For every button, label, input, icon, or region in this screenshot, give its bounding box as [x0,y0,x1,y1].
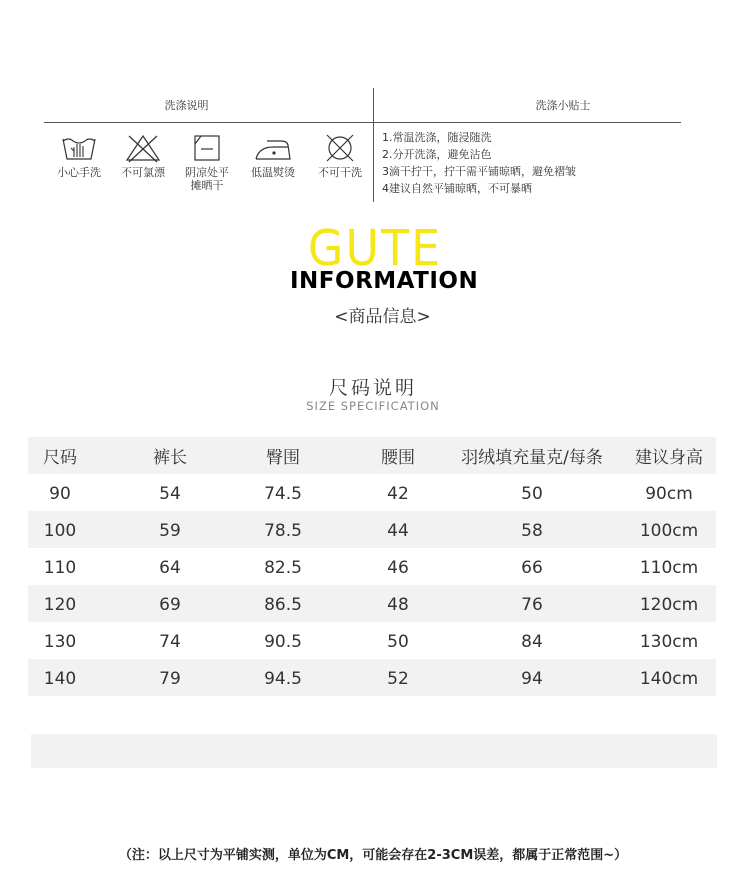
care-item-no-bleach [108,133,178,179]
wash-tip: 2.分开洗涤，避免沾色 [382,148,492,161]
size-subtitle: SIZE SPECIFICATION [306,399,440,413]
care-label: 小心手洗 [57,166,101,179]
table-cell: 82.5 [264,558,302,578]
table-row [28,622,716,659]
table-cell: 66 [521,558,543,578]
divider-horizontal [44,122,681,123]
wash-tip: 3滴干拧干，拧干需平铺晾晒，避免褶皱 [382,165,576,178]
table-row [28,585,716,622]
wash-tip: 4建议自然平铺晾晒，不可暴晒 [382,182,532,195]
table-header-cell: 尺码 [43,448,77,468]
brand-logo-text: GUTE [307,222,443,270]
size-table [28,437,716,696]
table-cell: 58 [521,521,543,541]
table-cell: 74.5 [264,484,302,504]
table-cell: 64 [159,558,181,578]
no-dry-clean-icon [320,133,360,163]
table-cell: 76 [521,595,543,615]
wash-instructions-header: 洗涤说明 [164,99,209,112]
table-cell: 130cm [639,632,699,652]
wash-tips-header: 洗涤小贴士 [535,99,591,112]
table-cell: 110cm [639,558,699,578]
table-row [28,474,716,511]
table-header-row [28,437,716,474]
table-cell: 54 [159,484,181,504]
care-label: 低温熨烫 [251,166,295,179]
table-cell: 74 [159,632,181,652]
table-cell: 44 [387,521,409,541]
product-info-subtitle: <商品信息> [334,307,431,327]
table-cell: 90.5 [264,632,302,652]
table-row [28,548,716,585]
table-cell: 50 [387,632,409,652]
brand-logo [300,222,450,270]
table-cell: 42 [387,484,409,504]
table-cell: 52 [387,669,409,689]
table-cell: 59 [159,521,181,541]
table-cell: 78.5 [264,521,302,541]
table-cell: 100cm [639,521,699,541]
care-item-hand-wash [44,133,114,179]
care-item-shade-dry [172,133,242,192]
care-label: 不可干洗 [318,166,362,179]
table-cell: 90 [49,484,71,504]
table-header-cell: 腰围 [381,448,415,468]
care-label: 阴凉处平 摊晒干 [185,166,229,192]
table-cell: 79 [159,669,181,689]
table-cell: 110 [43,558,77,578]
table-cell: 130 [43,632,77,652]
wash-tip: 1.常温洗涤，随浸随洗 [382,131,492,144]
table-header-cell: 羽绒填充量克/每条 [461,448,603,468]
low-iron-icon [253,133,293,163]
table-cell: 84 [521,632,543,652]
table-cell: 100 [43,521,77,541]
table-header-cell: 臀围 [266,448,300,468]
measurement-note: （注：以上尺寸为平铺实测，单位为CM，可能会存在2-3CM误差，都属于正常范围~） [118,848,628,863]
table-header-cell: 裤长 [153,448,187,468]
shade-dry-flat-icon [187,133,227,163]
blank-band [31,734,717,768]
table-cell: 140cm [639,669,699,689]
care-item-low-iron [238,133,308,179]
table-cell: 90cm [645,484,693,504]
no-bleach-icon [123,133,163,163]
table-cell: 120 [43,595,77,615]
table-header-cell: 建议身高 [635,448,703,468]
table-row [28,511,716,548]
table-cell: 120cm [639,595,699,615]
wash-tips-list [382,129,576,197]
care-label: 不可氯漂 [121,166,165,179]
table-cell: 94.5 [264,669,302,689]
table-cell: 69 [159,595,181,615]
care-item-no-dry-clean [305,133,375,179]
table-cell: 48 [387,595,409,615]
size-title: 尺码说明 [328,377,417,399]
table-cell: 50 [521,484,543,504]
hand-wash-icon [59,133,99,163]
table-cell: 86.5 [264,595,302,615]
information-heading: INFORMATION [290,268,479,294]
table-cell: 94 [521,669,543,689]
table-cell: 140 [43,669,77,689]
table-cell: 46 [387,558,409,578]
table-row [28,659,716,696]
